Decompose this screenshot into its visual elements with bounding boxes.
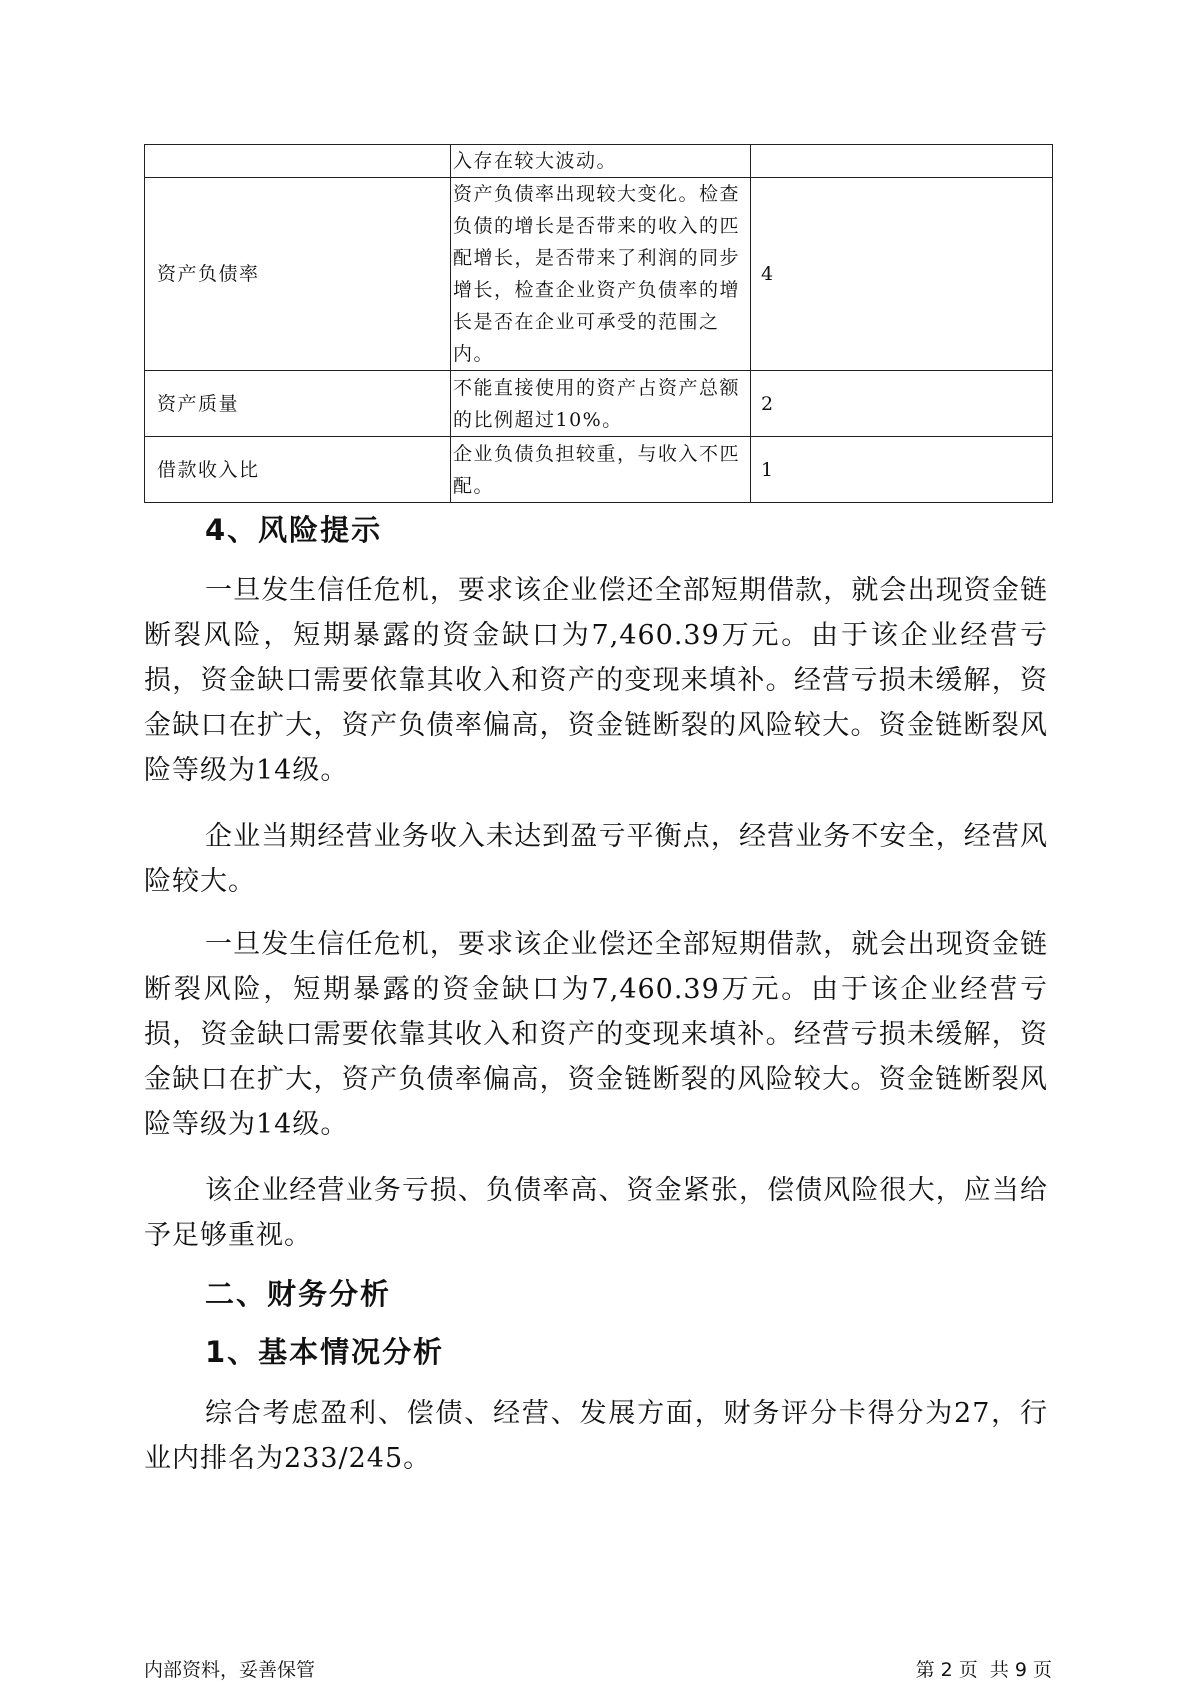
section-heading-risk: 4、风险提示 xyxy=(205,513,383,547)
risk-paragraph-4: 该企业经营业务亏损、负债率高、资金紧张，偿债风险很大，应当给予足够重视。 xyxy=(144,1175,1048,1251)
table-row xyxy=(145,178,1053,371)
table-row xyxy=(145,145,1053,178)
risk-paragraph-2: 企业当期经营业务收入未达到盈亏平衡点，经营业务不安全，经营风险较大。 xyxy=(144,821,1048,897)
footer-confidential-note: 内部资料，妥善保管 xyxy=(144,1659,316,1681)
table-row xyxy=(145,371,1053,437)
table-row xyxy=(145,437,1053,503)
risk-indicator-table xyxy=(144,144,1053,503)
table-cell-description: 企业负债负担较重，与收入不匹配。 xyxy=(451,437,751,503)
table-cell-description: 不能直接使用的资产占资产总额的比例超过10%。 xyxy=(451,371,751,437)
table-cell-score: 2 xyxy=(751,371,1053,437)
table-cell-description: 入存在较大波动。 xyxy=(451,145,751,178)
risk-paragraph-3: 一旦发生信任危机，要求该企业偿还全部短期借款，就会出现资金链断裂风险，短期暴露的资金缺口为7,460.39万元。由于该企业经营亏损，资金缺口需要依靠其收入和资产的变现来填补。经营亏损未缓解，资金缺口在扩大，资产负债率偏高，资金链断裂的风险较大。资金链断裂风险等级为14级。 xyxy=(144,929,1048,1140)
table-cell-indicator: 借款收入比 xyxy=(145,437,451,503)
footer-page-number: 第 2 页 共 9 页 xyxy=(915,1659,1052,1681)
table-cell-indicator: 资产负债率 xyxy=(145,178,451,371)
table-cell-description: 资产负债率出现较大变化。检查负债的增长是否带来的收入的匹配增长，是否带来了利润的同步增长，检查企业资产负债率的增长是否在企业可承受的范围之内。 xyxy=(451,178,751,371)
risk-paragraph-1: 一旦发生信任危机，要求该企业偿还全部短期借款，就会出现资金链断裂风险，短期暴露的资金缺口为7,460.39万元。由于该企业经营亏损，资金缺口需要依靠其收入和资产的变现来填补。经营亏损未缓解，资金缺口在扩大，资产负债率偏高，资金链断裂的风险较大。资金链断裂风险等级为14级。 xyxy=(144,575,1048,786)
table-cell-score: 4 xyxy=(751,178,1053,371)
table-cell-score xyxy=(751,145,1053,178)
subsection-heading-basic: 1、基本情况分析 xyxy=(205,1335,445,1369)
section-heading-finance: 二、财务分析 xyxy=(205,1277,392,1311)
table-cell-indicator: 资产质量 xyxy=(145,371,451,437)
table-cell-indicator xyxy=(145,145,451,178)
table-cell-score: 1 xyxy=(751,437,1053,503)
finance-paragraph: 综合考虑盈利、偿债、经营、发展方面，财务评分卡得分为27，行业内排名为233/245。 xyxy=(144,1398,1048,1474)
